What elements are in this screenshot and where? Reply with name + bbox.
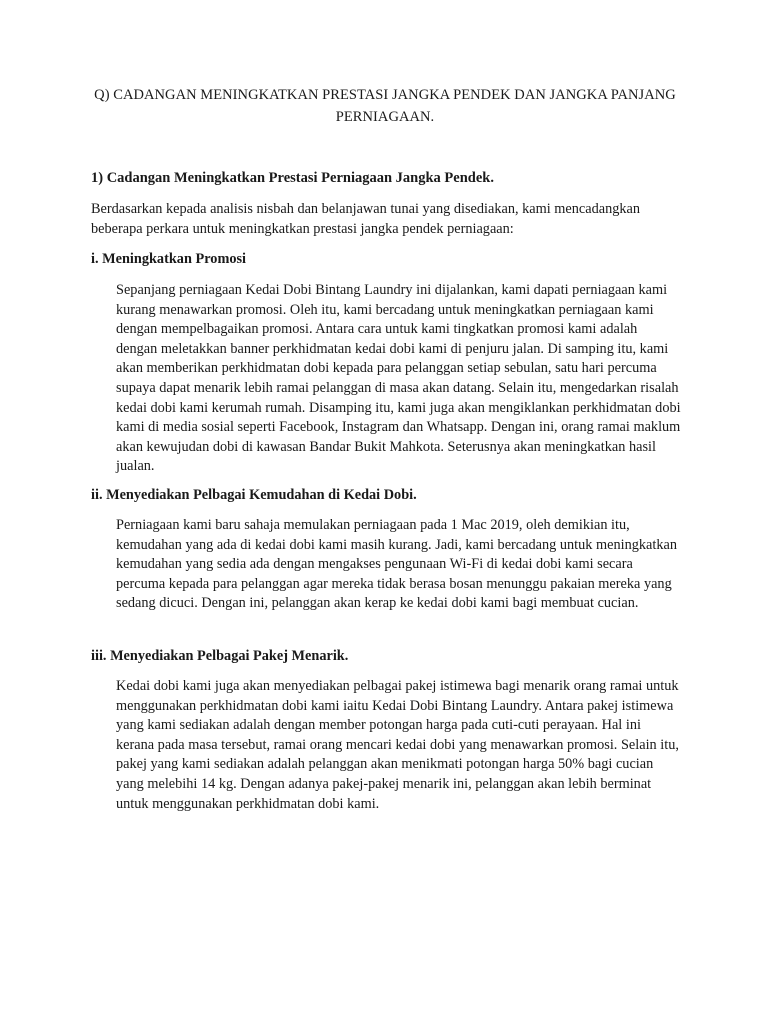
document-title: Q) CADANGAN MENINGKATKAN PRESTASI JANGKA PENDEK DAN JANGKA PANJANG PERNIAGAAN. xyxy=(94,87,676,125)
intro-paragraph: Berdasarkan kepada analisis nisbah dan belanjawan tunai yang disediakan, kami mencadangkan beberapa perkara untuk meningkatkan prestasi jangka pendek perniagaan: xyxy=(91,201,641,237)
section-heading: 1) Cadangan Meningkatkan Prestasi Perniagaan Jangka Pendek. xyxy=(91,170,494,186)
item-heading-pakej: iii. Menyediakan Pelbagai Pakej Menarik. xyxy=(91,648,349,664)
item-heading-kemudahan: ii. Menyediakan Pelbagai Kemudahan di Kedai Dobi. xyxy=(91,487,417,503)
item-body-promosi: Sepanjang perniagaan Kedai Dobi Bintang Laundry ini dijalankan, kami dapati perniagaan kami kurang menawarkan promosi. Oleh itu, kami bercadang untuk meningkatkan perniagaan kami dengan mempelbagaikan promosi. Antara cara untuk kami tingkatkan promosi kami adalah dengan meletakkan banner perkhidmatan kedai dobi kami di penjuru jalan. Di samping itu, kami akan memberikan perkhidmatan dobi kepada para pelanggan setiap sebulan, satu hari percuma supaya dapat menarik lebih ramai pelanggan di masa akan datang. Selain itu, mengedarkan risalah kedai dobi kami kerumah rumah. Disamping itu, kami juga akan mengiklankan perkhidmatan dobi kami di media sosial seperti Facebook, Instagram dan Whatsapp. Dengan ini, orang ramai maklum akan kewujudan dobi di kawasan Bandar Bukit Mahkota. Seterusnya akan meningkatkan hasil jualan. xyxy=(116,282,681,475)
item-body-pakej: Kedai dobi kami juga akan menyediakan pelbagai pakej istimewa bagi menarik orang ramai untuk menggunakan perkhidmatan dobi kami iaitu Kedai Dobi Bintang Laundry. Antara pakej istimewa yang kami sediakan adalah dengan member potongan harga pada cuti-cuti perayaan. Hal ini kerana pada masa tersebut, ramai orang mencari kedai dobi yang menawarkan promosi. Selain itu, pakej yang kami sediakan adalah pelanggan akan menikmati potongan harga 50% bagi cucian yang melebihi 14 kg. Dengan adanya pakej-pakej menarik ini, pelanggan akan lebih berminat untuk menggunakan perkhidmatan dobi kami. xyxy=(116,678,679,812)
item-heading-promosi: i. Meningkatkan Promosi xyxy=(91,251,247,267)
item-body-kemudahan: Perniagaan kami baru sahaja memulakan perniagaan pada 1 Mac 2019, oleh demikian itu, kemudahan yang ada di kedai dobi kami masih kurang. Jadi, kami bercadang untuk meningkatkan kemudahan yang sedia ada dengan mengakses pengunaan Wi-Fi di kedai dobi kami secara percuma kepada para pelanggan agar mereka tidak berasa bosan menunggu pakaian mereka yang sedang dicuci. Dengan ini, pelanggan akan kerap ke kedai dobi kami bagi membuat cucian. xyxy=(116,517,677,612)
